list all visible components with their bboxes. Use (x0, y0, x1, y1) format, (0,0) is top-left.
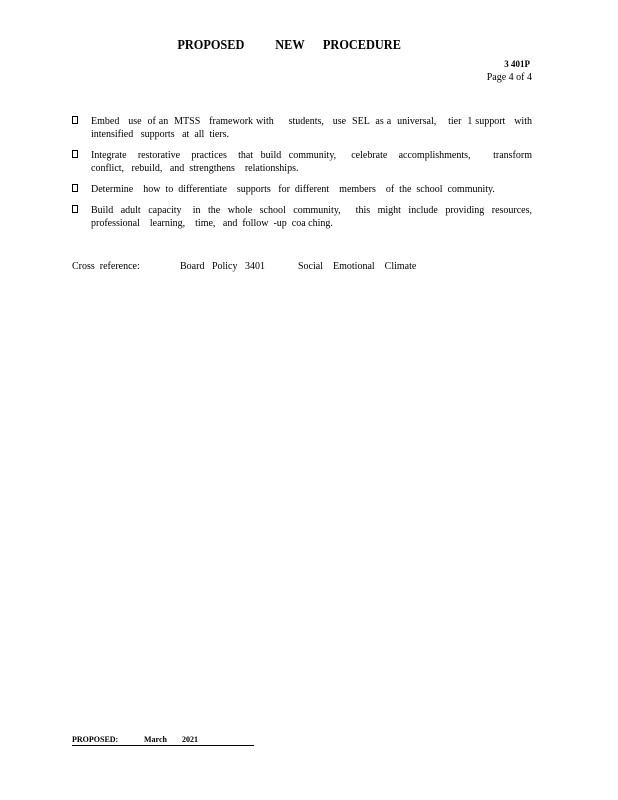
list-item-text: Integrate restorative practices that build community, celebrate accomplishments, transform conflict, rebuild, and strengthens relationships. (91, 150, 535, 174)
bullet-icon (72, 184, 78, 192)
document-code: 3 401P (504, 59, 530, 69)
bullet-icon (72, 150, 78, 158)
footer-month: March (144, 735, 167, 744)
footer-label: PROPOSED: (72, 735, 119, 744)
bullet-icon (72, 116, 78, 124)
list-item (72, 115, 535, 141)
list-item (72, 183, 532, 196)
footer (72, 735, 254, 746)
footer-year: 2021 (182, 735, 198, 744)
list-item-text: Embed use of an MTSS framework with students, use SEL as a universal, tier 1 support with intensified supports at all tiers. (91, 116, 535, 140)
page-number: Page 4 of 4 (486, 72, 532, 83)
procedure-list (72, 115, 535, 238)
page-title: PROPOSED NEW PROCEDURE (177, 38, 401, 53)
list-item (72, 149, 535, 175)
cross-reference-policy: Board Policy 3401 (180, 261, 265, 272)
cross-reference-label: Cross reference: (72, 261, 140, 272)
list-item (72, 204, 535, 230)
list-item-text: Build adult capacity in the whole school community, this might include providing resources, professional learning, time, and follow -up coa ching. (91, 205, 535, 229)
bullet-icon (72, 205, 78, 213)
cross-reference-title: Social Emotional Climate (298, 261, 417, 272)
cross-reference (72, 261, 416, 272)
list-item-text: Determine how to differentiate supports for different members of the school community. (91, 184, 495, 195)
